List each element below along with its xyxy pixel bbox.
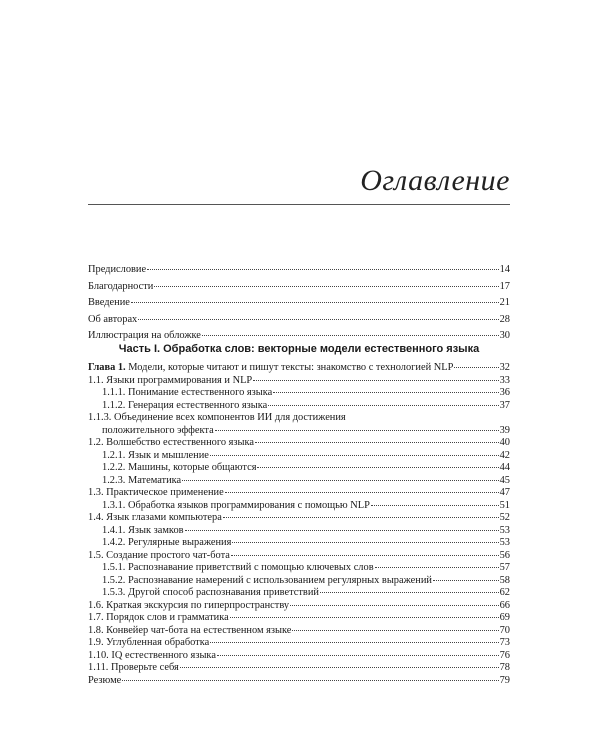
toc-entry-title: 1.11. Проверьте себя (88, 662, 179, 673)
chapter-title: Модели, которые читают и пишут тексты: знакомство с технологией NLP (128, 362, 454, 373)
toc-entry[interactable] (88, 550, 510, 563)
toc-entry[interactable] (88, 375, 510, 388)
dot-leader (122, 680, 498, 681)
toc-entry-title: 1.1.1. Понимание естественного языка (102, 387, 273, 398)
toc-entry[interactable] (88, 612, 510, 625)
toc-entry-page: 57 (499, 562, 510, 573)
toc-entry-page: 53 (499, 537, 510, 548)
toc-entry-page: 73 (499, 637, 510, 648)
dot-leader (182, 480, 498, 481)
toc-entry-title[interactable]: 1.1.3. Объединение всех компонентов ИИ для достижения (88, 412, 346, 423)
dot-leader (253, 380, 498, 381)
toc-entry[interactable] (88, 425, 510, 438)
toc-entry-page: 56 (499, 549, 510, 561)
toc-entry[interactable] (88, 675, 510, 688)
toc-entry-title: 1.4. Язык глазами компьютера (88, 512, 222, 523)
dot-leader (223, 517, 499, 518)
toc-entry-title: Резюме (88, 674, 122, 686)
toc-entry-title: Введение (88, 297, 130, 309)
toc-entry[interactable] (88, 500, 510, 513)
toc-entry[interactable] (88, 512, 510, 525)
front-matter-item[interactable] (88, 279, 510, 296)
toc-entry-page: 42 (499, 449, 510, 461)
toc-entry-title: 1.8. Конвейер чат-бота на естественном языке (88, 624, 292, 636)
toc-entry-page: 45 (499, 474, 510, 486)
toc-entry[interactable] (88, 525, 510, 538)
toc-entry-page: 62 (499, 587, 510, 598)
dot-leader (215, 430, 499, 431)
toc-entry-page: 51 (499, 499, 510, 511)
toc-entry-title: 1.1. Языки программирования и NLP (88, 374, 253, 386)
toc-entry[interactable] (88, 600, 510, 613)
toc-entry-page: 47 (499, 487, 510, 498)
toc-entry-title: Иллюстрация на обложке (88, 330, 201, 342)
dot-leader (454, 367, 498, 368)
toc-entry[interactable] (88, 662, 510, 675)
toc-entry-title: 1.1.2. Генерация естественного языка (102, 399, 268, 411)
dot-leader (375, 567, 499, 568)
dot-leader (147, 269, 499, 270)
toc-entry[interactable] (88, 487, 510, 500)
dot-leader (202, 335, 499, 336)
toc-entry-title: 1.3.1. Обработка языков программирования с помощью NLP (102, 499, 370, 511)
toc-entry[interactable] (88, 400, 510, 413)
dot-leader (433, 580, 499, 581)
toc-entry-page: 40 (499, 437, 510, 448)
front-matter-item[interactable] (88, 295, 510, 312)
dot-leader (257, 467, 498, 468)
chapter-label: Глава 1. (88, 362, 126, 373)
toc-entry-page: 76 (499, 649, 510, 661)
toc-entry-page: 69 (499, 612, 510, 623)
toc-entry[interactable] (88, 625, 510, 638)
toc-entry-page: 37 (499, 399, 510, 411)
chapter-entry (88, 362, 510, 375)
dot-leader (180, 667, 499, 668)
dot-leader (138, 319, 498, 320)
toc-entry[interactable] (88, 587, 510, 600)
toc-entry[interactable] (88, 437, 510, 450)
dot-leader (210, 455, 499, 456)
toc-entry[interactable] (88, 562, 510, 575)
dot-leader (230, 617, 499, 618)
front-matter-item[interactable] (88, 262, 510, 279)
dot-leader (232, 542, 498, 543)
dot-leader (255, 442, 499, 443)
toc-entry-title: 1.9. Углубленная обработка (88, 637, 210, 648)
toc-entry-title: 1.6. Краткая экскурсия по гиперпространству (88, 599, 290, 611)
toc-entry-page: 53 (499, 524, 510, 536)
dot-leader (273, 392, 498, 393)
part-heading: Часть I. Обработка слов: векторные модели естественного языка (118, 343, 480, 355)
dot-leader (210, 642, 498, 643)
dot-leader (371, 505, 499, 506)
toc-entry-title: 1.2.1. Язык и мышление (102, 449, 209, 461)
chapter-page: 32 (499, 362, 510, 373)
toc-entry-page: 33 (499, 374, 510, 386)
toc-entry-page: 66 (499, 599, 510, 611)
dot-leader (185, 530, 499, 531)
toc-entry-title: 1.7. Порядок слов и грамматика (88, 612, 229, 623)
dot-leader (154, 286, 498, 287)
toc-entry-title: Благодарности (88, 280, 154, 292)
toc-entry-title: 1.5.3. Другой способ распознавания приветствий (102, 587, 319, 598)
toc-entry-title: 1.4.2. Регулярные выражения (102, 537, 232, 548)
toc-entry-title: 1.5. Создание простого чат-бота (88, 549, 230, 561)
toc-entry-title: 1.4.1. Язык замков (102, 524, 184, 536)
toc-entry-page: 30 (499, 330, 510, 342)
toc-entry[interactable] (88, 650, 510, 663)
toc-entry-page: 14 (499, 264, 510, 275)
toc-entry-title: 1.2. Волшебство естественного языка (88, 437, 255, 448)
toc-entry-page: 28 (499, 313, 510, 325)
front-matter-item[interactable] (88, 312, 510, 329)
page-title: Оглавление (360, 164, 510, 197)
toc-entry[interactable] (88, 575, 510, 588)
dot-leader (231, 555, 499, 556)
toc-entry-title: 1.2.3. Математика (102, 474, 182, 486)
toc-entry-page: 70 (499, 624, 510, 636)
dot-leader (225, 492, 499, 493)
toc-entry-title: 1.5.1. Распознавание приветствий с помощью ключевых слов (102, 562, 374, 573)
toc-entry-title: Об авторах (88, 313, 138, 325)
dot-leader (290, 605, 499, 606)
toc-entry[interactable] (88, 475, 510, 488)
toc-entry[interactable] (88, 387, 510, 400)
dot-leader (217, 655, 499, 656)
toc-entry-title: 1.2.2. Машины, которые общаются (102, 462, 257, 473)
toc-entry[interactable] (88, 637, 510, 650)
toc-entry-page: 52 (499, 512, 510, 523)
toc-entry-page: 78 (499, 662, 510, 673)
toc-entry-page: 17 (499, 280, 510, 292)
toc-entry-page: 44 (499, 462, 510, 473)
toc-entry-page: 39 (499, 424, 510, 436)
toc-entry-title: 1.5.2. Распознавание намерений с использованием регулярных выражений (102, 574, 432, 586)
dot-leader (131, 302, 499, 303)
front-matter-list (88, 262, 510, 345)
dot-leader (268, 405, 498, 406)
title-rule (88, 204, 510, 205)
toc-entry[interactable] (88, 537, 510, 550)
toc-entry-page: 58 (499, 574, 510, 586)
toc-entry-page: 21 (499, 297, 510, 309)
toc-entry-page: 36 (499, 387, 510, 398)
toc-entry-title: положительного эффекта (102, 424, 214, 436)
chapter-toc (88, 362, 510, 687)
toc-entry-title: Предисловие (88, 264, 147, 275)
toc-entry-page: 79 (499, 674, 510, 686)
dot-leader (320, 592, 499, 593)
toc-entry[interactable] (88, 462, 510, 475)
toc-entry-title: 1.3. Практическое применение (88, 487, 224, 498)
dot-leader (292, 630, 498, 631)
section-list (88, 375, 510, 688)
toc-entry[interactable] (88, 450, 510, 463)
toc-entry-title: 1.10. IQ естественного языка (88, 649, 216, 661)
